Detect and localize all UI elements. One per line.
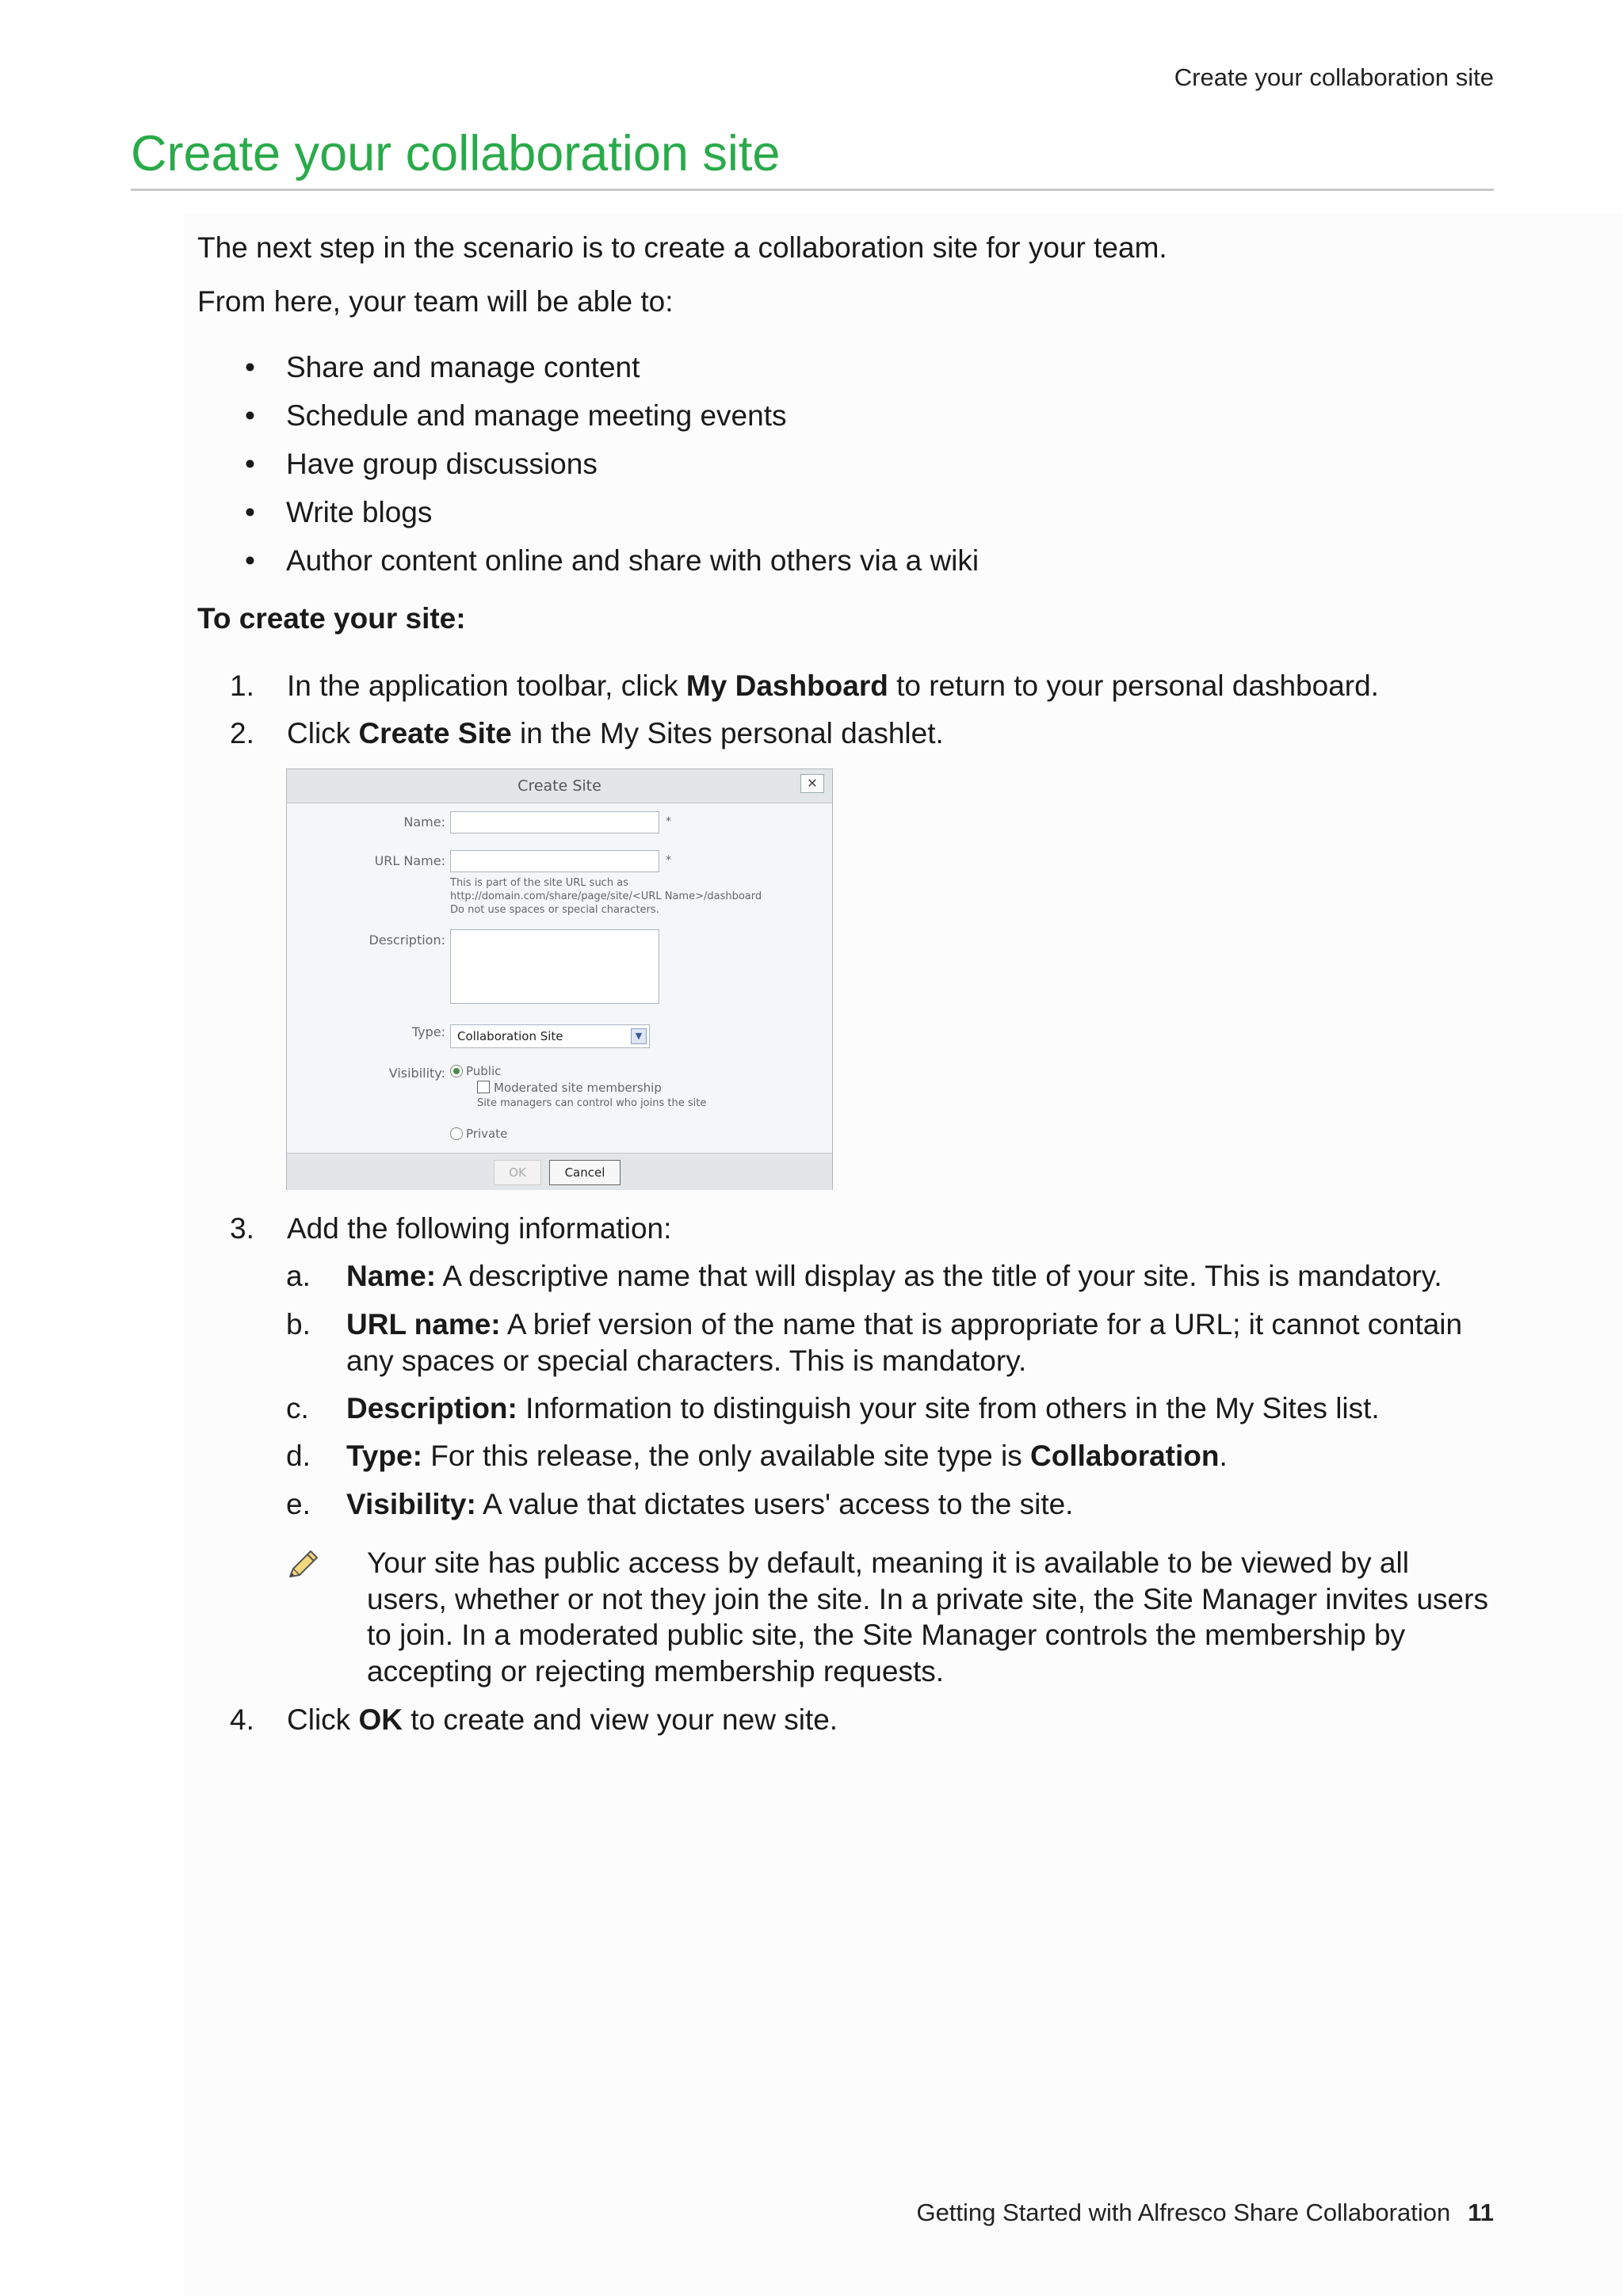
ok-button[interactable]: OK xyxy=(494,1160,541,1185)
description-textarea[interactable] xyxy=(450,929,659,1004)
create-site-dialog xyxy=(286,769,833,1190)
url-name-label: URL Name: xyxy=(374,853,445,868)
public-radio[interactable] xyxy=(450,1065,463,1077)
private-label: Private xyxy=(466,1127,508,1141)
bullet-icon: • xyxy=(245,448,255,480)
note-text: Your site has public access by default, meaning it is available to be viewed by all users, whether or not they join the site. In a private site, the Site Manager invites users to join. In a moderated public site, the Site Manager controls the membership by accepting or rejecting membership requests. xyxy=(367,1547,1488,1688)
type-select-value: Collaboration Site xyxy=(457,1029,563,1043)
page-footer xyxy=(916,2199,1494,2227)
title-divider xyxy=(131,189,1494,191)
cancel-button[interactable]: Cancel xyxy=(549,1160,621,1185)
dialog-title: Create Site xyxy=(517,777,601,795)
page-title: Create your collaboration site xyxy=(131,126,781,181)
running-header: Create your collaboration site xyxy=(1174,63,1494,91)
moderated-help: Site managers can control who joins the site xyxy=(477,1097,707,1109)
type-label: Type: xyxy=(411,1024,445,1039)
url-name-input[interactable] xyxy=(450,850,659,872)
intro-lead: From here, your team will be able to: xyxy=(197,285,674,318)
capability-list xyxy=(197,343,979,585)
chevron-down-icon: ▼ xyxy=(631,1028,647,1044)
dialog-header xyxy=(287,769,832,803)
public-label: Public xyxy=(466,1064,502,1078)
name-label: Name: xyxy=(403,814,445,830)
visibility-label: Visibility: xyxy=(388,1066,445,1081)
dialog-footer xyxy=(287,1153,832,1190)
list-item: • Share and manage content xyxy=(197,343,979,391)
list-item: • Write blogs xyxy=(197,488,979,536)
close-icon[interactable]: ✕ xyxy=(800,774,824,793)
bullet-icon: • xyxy=(245,544,255,577)
description-label: Description: xyxy=(369,933,445,948)
private-radio[interactable] xyxy=(450,1127,463,1140)
procedure-title: To create your site: xyxy=(197,602,466,635)
required-mark: * xyxy=(666,854,671,867)
url-help-text: This is part of the site URL such as http://domain.com/share/page/site/<URL Name>/dashboard Do not use spaces or special characters. xyxy=(450,877,762,916)
list-item: • Author content online and share with others via a wiki xyxy=(197,536,979,585)
bullet-icon: • xyxy=(245,351,255,383)
type-select[interactable] xyxy=(450,1024,650,1048)
moderated-checkbox[interactable] xyxy=(477,1081,490,1093)
list-item: • Have group discussions xyxy=(197,440,979,488)
footer-book-title: Getting Started with Alfresco Share Collaboration xyxy=(916,2199,1451,2226)
bullet-icon: • xyxy=(245,399,255,432)
required-mark: * xyxy=(666,815,671,828)
pencil-icon xyxy=(284,1547,320,1583)
name-input[interactable] xyxy=(450,811,659,833)
list-item: • Schedule and manage meeting events xyxy=(197,391,979,440)
page-number: 11 xyxy=(1468,2199,1494,2226)
intro-paragraph: The next step in the scenario is to create a collaboration site for your team. xyxy=(197,231,1167,264)
bullet-icon: • xyxy=(245,496,255,528)
moderated-label: Moderated site membership xyxy=(494,1081,662,1095)
